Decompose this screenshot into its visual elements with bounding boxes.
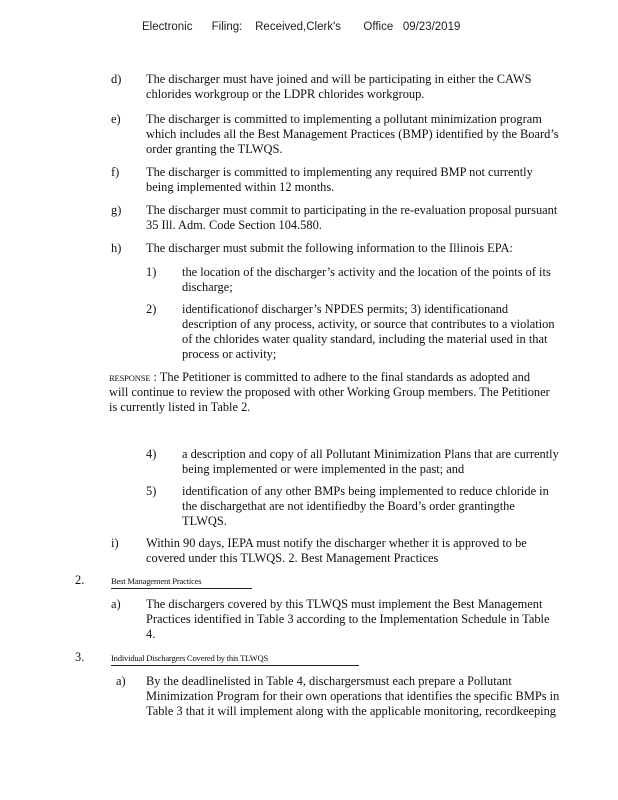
response-line: will continue to review the proposed with other Working Group members. The Petitioner <box>109 385 550 399</box>
response-line: is currently listed in Table 2. <box>109 400 251 414</box>
subitem-2-line: process or activity; <box>182 347 277 361</box>
electronic-filing-header: Electronic Filing: Received,Clerk's Office 09/23/2019 <box>142 21 461 33</box>
section-2-a-label: a) <box>111 597 121 611</box>
subitem-5-line: TLWQS. <box>182 514 227 528</box>
item-e-label: e) <box>111 112 121 126</box>
item-h-label: h) <box>111 241 122 255</box>
item-d-label: d) <box>111 72 122 86</box>
item-e-line: The discharger is committed to implementing a pollutant minimization program <box>146 112 542 126</box>
subitem-1-label: 1) <box>146 265 157 279</box>
item-d-line: The discharger must have joined and will be participating in either the CAWS <box>146 72 532 86</box>
subitem-2-line: of the chlorides water quality standard, including the material used in that <box>182 332 548 346</box>
item-f-line: being implemented within 12 months. <box>146 180 335 194</box>
section-3-heading: Individual Dischargers Covered by this TLWQS <box>111 653 269 663</box>
section-2-heading-underline <box>111 588 252 589</box>
section-2-a-line: Practices identified in Table 3 according to the Implementation Schedule in Table <box>146 612 550 626</box>
item-f-line: The discharger is committed to implementing any required BMP not currently <box>146 165 533 179</box>
subitem-1-line: discharge; <box>182 280 233 294</box>
item-i-label: i) <box>111 536 119 550</box>
section-3-a-line: Minimization Program for their own operations that identifies the specific BMPs in <box>146 689 560 703</box>
subitem-5-line: identification of any other BMPs being implemented to reduce chloride in <box>182 484 549 498</box>
item-g-line: 35 Ill. Adm. Code Section 104.580. <box>146 218 322 232</box>
subitem-5-line: the dischargethat are not identifiedby the Board’s order grantingthe <box>182 499 515 513</box>
section-2-number: 2. <box>75 573 85 587</box>
section-3-a-line: By the deadlinelisted in Table 4, dischargersmust each prepare a Pollutant <box>146 674 512 688</box>
section-2-a-line: The dischargers covered by this TLWQS must implement the Best Management <box>146 597 543 611</box>
response-tag: RESPONSE <box>109 373 151 383</box>
subitem-2-label: 2) <box>146 302 157 316</box>
section-2-heading: Best Management Practices <box>111 576 202 586</box>
subitem-4-line: being implemented or were implemented in the past; and <box>182 462 465 476</box>
section-3-a-label: a) <box>116 674 126 688</box>
subitem-1-line: the location of the discharger’s activity and the location of the points of its <box>182 265 551 279</box>
section-3-a-line: Table 3 that it will implement along with the applicable monitoring, recordkeeping <box>146 704 556 718</box>
section-3-number: 3. <box>75 650 85 664</box>
section-3-heading-underline <box>111 665 359 666</box>
item-i-line: Within 90 days, IEPA must notify the discharger whether it is approved to be <box>146 536 527 550</box>
item-e-line: order granting the TLWQS. <box>146 142 283 156</box>
item-g-line: The discharger must commit to participating in the re-evaluation proposal pursuant <box>146 203 558 217</box>
subitem-4-line: a description and copy of all Pollutant Minimization Plans that are currently <box>182 447 559 461</box>
subitem-4-label: 4) <box>146 447 157 461</box>
response-first-line <box>109 370 530 386</box>
subitem-5-label: 5) <box>146 484 157 498</box>
item-h-line: The discharger must submit the following information to the Illinois EPA: <box>146 241 513 255</box>
section-2-a-line: 4. <box>146 627 156 641</box>
subitem-2-line: identificationof discharger’s NPDES permits; 3) identificationand <box>182 302 509 316</box>
response-text: : The Petitioner is committed to adhere to the final standards as adopted and <box>150 370 531 384</box>
subitem-2-line: description of any process, activity, or source that contributes to a violation <box>182 317 555 331</box>
item-i-line: covered under this TLWQS. 2. Best Management Practices <box>146 551 439 565</box>
item-f-label: f) <box>111 165 120 179</box>
item-e-line: which includes all the Best Management Practices (BMP) identified by the Board’s <box>146 127 559 141</box>
item-g-label: g) <box>111 203 122 217</box>
item-d-line: chlorides workgroup or the LDPR chlorides workgroup. <box>146 87 425 101</box>
